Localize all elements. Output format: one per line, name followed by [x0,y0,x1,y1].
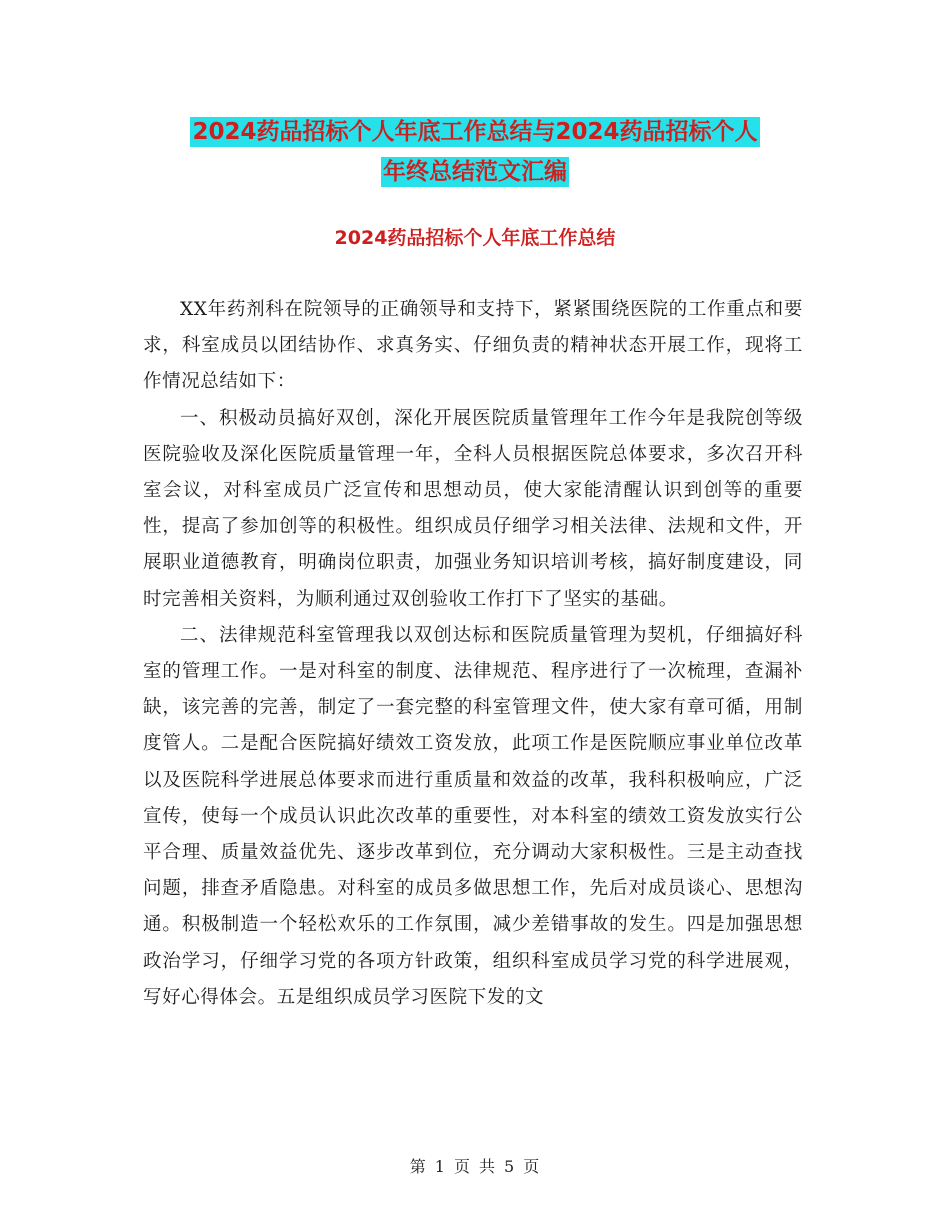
document-body [143,292,803,1016]
document-title-line2: 年终总结范文汇编 [383,159,567,185]
paragraph-section-2: 二、法律规范科室管理我以双创达标和医院质量管理为契机，仔细搞好科室的管理工作。一是对科室的制度、法律规范、程序进行了一次梳理，查漏补缺，该完善的完善，制定了一套完整的科室管理文件，使大家有章可循，用制度管人。二是配合医院搞好绩效工资发放，此项工作是医院顺应事业单位改革以及医院科学进展总体要求而进行重质量和效益的改革，我科积极响应，广泛宣传，使每一个成员认识此次改革的重要性，对本科室的绩效工资发放实行公平合理、质量效益优先、逐步改革到位，充分调动大家积极性。三是主动查找问题，排查矛盾隐患。对科室的成员多做思想工作，先后对成员谈心、思想沟通。积极制造一个轻松欢乐的工作氛围，减少差错事故的发生。四是加强思想政治学习，仔细学习党的各项方针政策，组织科室成员学习党的科学进展观，写好心得体会。五是组织成员学习医院下发的文 [143,624,803,1008]
footer-page-current: 1 [434,1157,446,1176]
document-title-line1: 2024药品招标个人年底工作总结与2024药品招标个人 [192,119,758,145]
footer-page-total: 5 [504,1157,516,1176]
footer-total-prefix: 共 [479,1157,497,1176]
paragraph-section-1: 一、积极动员搞好双创，深化开展医院质量管理年工作今年是我院创等级医院验收及深化医院质量管理一年，全科人员根据医院总体要求，多次召开科室会议，对科室成员广泛宣传和思想动员，使大家能清醒认识到创等的重要性，提高了参加创等的积极性。组织成员仔细学习相关法律、法规和文件，开展职业道德教育，明确岗位职责，加强业务知识培训考核，搞好制度建设，同时完善相关资料，为顺利通过双创验收工作打下了坚实的基础。 [143,407,803,610]
page-footer [0,1154,950,1177]
section-title: 2024药品招标个人年底工作总结 [334,227,616,249]
footer-suffix: 页 [523,1157,541,1176]
paragraph-intro: XX年药剂科在院领导的正确领导和支持下，紧紧围绕医院的工作重点和要求，科室成员以团结协作、求真务实、仔细负责的精神状态开展工作，现将工作情况总结如下： [143,299,803,393]
document-title [0,112,950,192]
footer-page-word: 页 [453,1157,471,1176]
footer-prefix: 第 [409,1157,427,1176]
